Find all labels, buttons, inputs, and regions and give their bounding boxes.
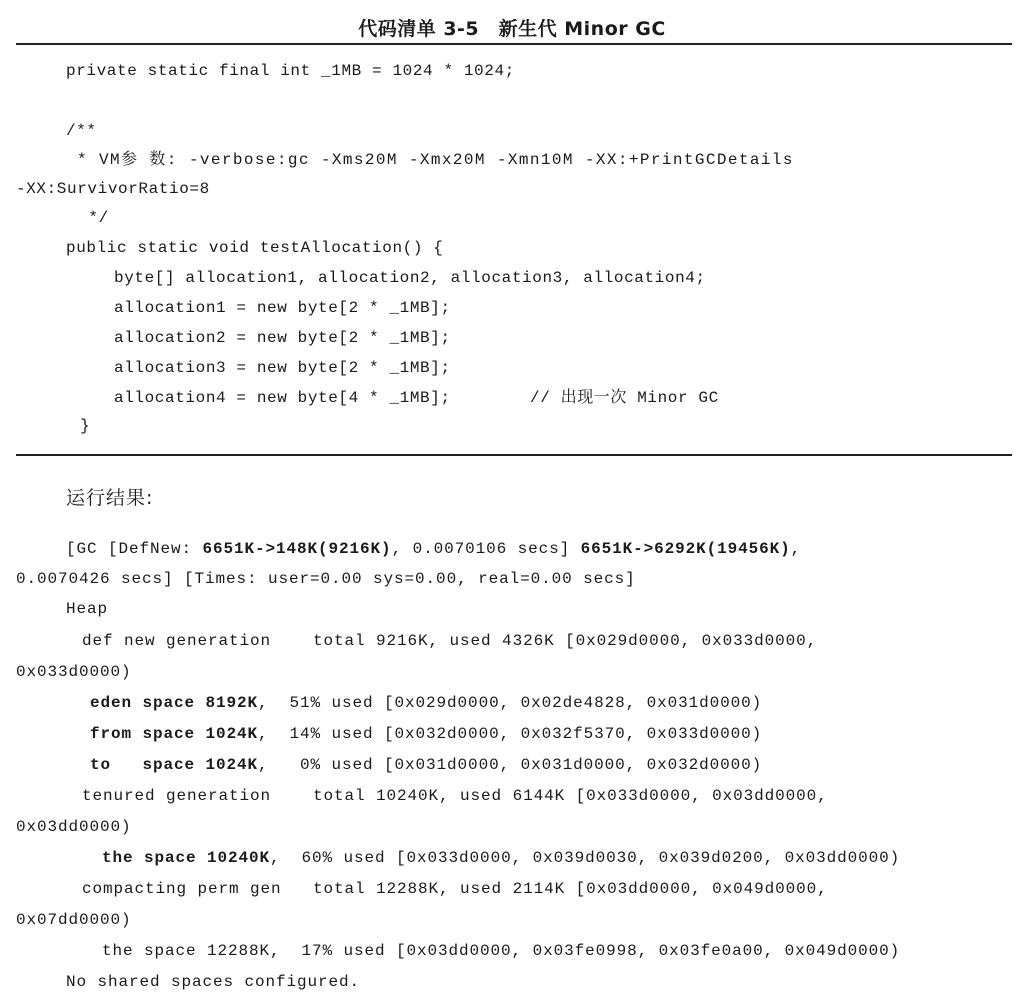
output-bold: from space 1024K: [90, 725, 259, 743]
output-line: [66, 539, 801, 559]
output-line: tenured generation total 10240K, used 6144K [0x033d0000, 0x03dd0000,: [82, 787, 828, 805]
output-bold: the space 10240K: [102, 849, 271, 867]
output-line: [102, 848, 900, 868]
output-line: Heap: [66, 600, 109, 618]
code-line: -XX:SurvivorRatio=8: [16, 180, 210, 198]
listing-caption: 代码清单 3-5 新生代 Minor GC: [358, 18, 666, 40]
output-line: [90, 755, 762, 775]
output-line: 0x03dd0000): [16, 818, 132, 836]
output-text: , 51% used [0x029d0000, 0x02de4828, 0x031d0000): [258, 694, 763, 712]
output-line: [90, 693, 762, 713]
output-line: 0.0070426 secs] [Times: user=0.00 sys=0.00, real=0.00 secs]: [16, 570, 636, 588]
output-text: [GC [DefNew:: [66, 540, 203, 558]
output-text: , 0.0070106 secs]: [391, 540, 581, 558]
code-line: byte[] allocation1, allocation2, allocation3, allocation4;: [114, 269, 706, 287]
caption-rule: [16, 43, 1012, 45]
code-line: public static void testAllocation() {: [66, 239, 444, 257]
output-text: , 14% used [0x032d0000, 0x032f5370, 0x033d0000): [258, 725, 763, 743]
output-line: 0x033d0000): [16, 663, 132, 681]
code-line: allocation2 = new byte[2 * _1MB];: [114, 329, 451, 347]
result-heading: 运行结果:: [66, 487, 154, 509]
code-line: */: [68, 209, 109, 227]
output-bold: eden space 8192K: [90, 694, 259, 712]
output-line: [90, 724, 762, 744]
output-line: 0x07dd0000): [16, 911, 132, 929]
output-text: , 60% used [0x033d0000, 0x039d0030, 0x039d0200, 0x03dd0000): [270, 849, 901, 867]
output-line: def new generation total 9216K, used 4326K [0x029d0000, 0x033d0000,: [82, 632, 818, 650]
code-line: private static final int _1MB = 1024 * 1024;: [66, 62, 515, 80]
output-bold: 6651K->148K(9216K): [202, 540, 392, 558]
output-line: No shared spaces configured.: [66, 973, 361, 991]
code-line: * VM参 数: -verbose:gc -Xms20M -Xmx20M -Xmn10M -XX:+PrintGCDetails: [66, 151, 794, 169]
output-line: compacting perm gen total 12288K, used 2114K [0x03dd0000, 0x049d0000,: [82, 880, 828, 898]
output-text: ,: [790, 540, 802, 558]
output-text: , 0% used [0x031d0000, 0x031d0000, 0x032d0000): [258, 756, 763, 774]
code-line: /**: [66, 122, 97, 140]
listing-end-rule: [16, 454, 1012, 456]
code-line: allocation1 = new byte[2 * _1MB];: [114, 299, 451, 317]
code-line: allocation3 = new byte[2 * _1MB];: [114, 359, 451, 377]
code-line: }: [80, 417, 91, 435]
code-line: allocation4 = new byte[4 * _1MB];: [114, 389, 451, 407]
code-comment: // 出现一次 Minor GC: [530, 389, 719, 407]
output-bold: 6651K->6292K(19456K): [580, 540, 791, 558]
output-bold: to space 1024K: [90, 756, 259, 774]
output-line: the space 12288K, 17% used [0x03dd0000, 0x03fe0998, 0x03fe0a00, 0x049d0000): [102, 942, 901, 960]
